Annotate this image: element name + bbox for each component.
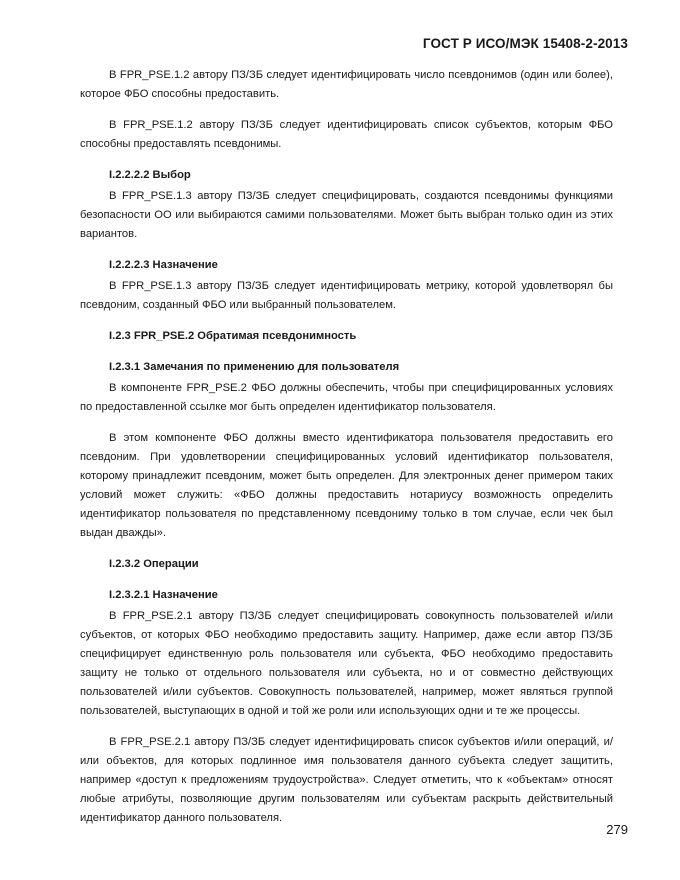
paragraph: В FPR_PSE.2.1 автору ПЗ/ЗБ следует специфицировать совокупность пользователей и/или субъектов, от которых ФБО необходимо предоставить защиту. Например, даже если автор ПЗ/ЗБ специфицирует единственную роль пользователя или субъекта, ФБО необходимо предоставить защиту не только от отдельного пользователя или субъекта, но и от совместно действующих пользователей и/или субъектов. Совокупность пользователей, например, может являться группой пользователей, выступающих в одной и той же роли или использующих одни и те же процессы.	[80, 610, 613, 717]
paragraph: В компоненте FPR_PSE.2 ФБО должны обеспечить, чтобы при специфицированных условиях по предоставленной ссылке мог быть определен идентификатор пользователя.	[80, 382, 613, 413]
document-body	[80, 66, 613, 828]
paragraph: В FPR_PSE.1.3 автору ПЗ/ЗБ следует специфицировать, создаются псевдонимы функциями безопасности ОО или выбираются самими пользователями. Может быть выбран только один из этих вариантов.	[80, 190, 613, 240]
paragraph: В FPR_PSE.1.2 автору ПЗ/ЗБ следует идентифицировать число псевдонимов (один или более), которое ФБО способны предоставить.	[80, 69, 613, 100]
section-heading: I.2.2.2.2 Выбор	[109, 169, 191, 181]
paragraph: В FPR_PSE.2.1 автору ПЗ/ЗБ следует идентифицировать список субъектов и/или операций, и/или объектов, для которых подлинное имя пользователя данного субъекта следует защитить, например «доступ к предложениям трудоустройства». Следует отметить, что к «объектам» относят любые атрибуты, позволяющие другим пользователям или субъектам раскрыть действительный идентификатор данного пользователя.	[80, 736, 613, 824]
section-heading: I.2.3.2 Операции	[109, 558, 199, 570]
paragraph: В FPR_PSE.1.3 автору ПЗ/ЗБ следует идентифицировать метрику, которой удовлетворял бы псевдоним, созданный ФБО или выбранный пользователем.	[80, 280, 613, 311]
section-heading: I.2.3 FPR_PSE.2 Обратимая псевдонимность	[109, 330, 357, 342]
paragraph: В FPR_PSE.1.2 автору ПЗ/ЗБ следует идентифицировать список субъектов, которым ФБО способны предоставлять псевдонимы.	[80, 119, 613, 150]
document-standard-id: ГОСТ Р ИСО/МЭК 15408-2-2013	[422, 36, 628, 51]
paragraph: В этом компоненте ФБО должны вместо идентификатора пользователя предоставить его псевдоним. При удовлетворении специфицированных условий идентификатор пользователя, которому принадлежит псевдоним, может быть определен. Для электронных денег примером таких условий может служить: «ФБО должны предоставить нотариусу возможность определить идентификатор пользователя по представленному псевдониму только в том случае, если чек был выдан дважды».	[80, 432, 613, 539]
section-heading: I.2.3.1 Замечания по применению для пользователя	[109, 361, 400, 373]
section-heading: I.2.3.2.1 Назначение	[109, 589, 218, 601]
section-heading: I.2.2.2.3 Назначение	[109, 259, 218, 271]
page-number: 279	[606, 822, 628, 837]
